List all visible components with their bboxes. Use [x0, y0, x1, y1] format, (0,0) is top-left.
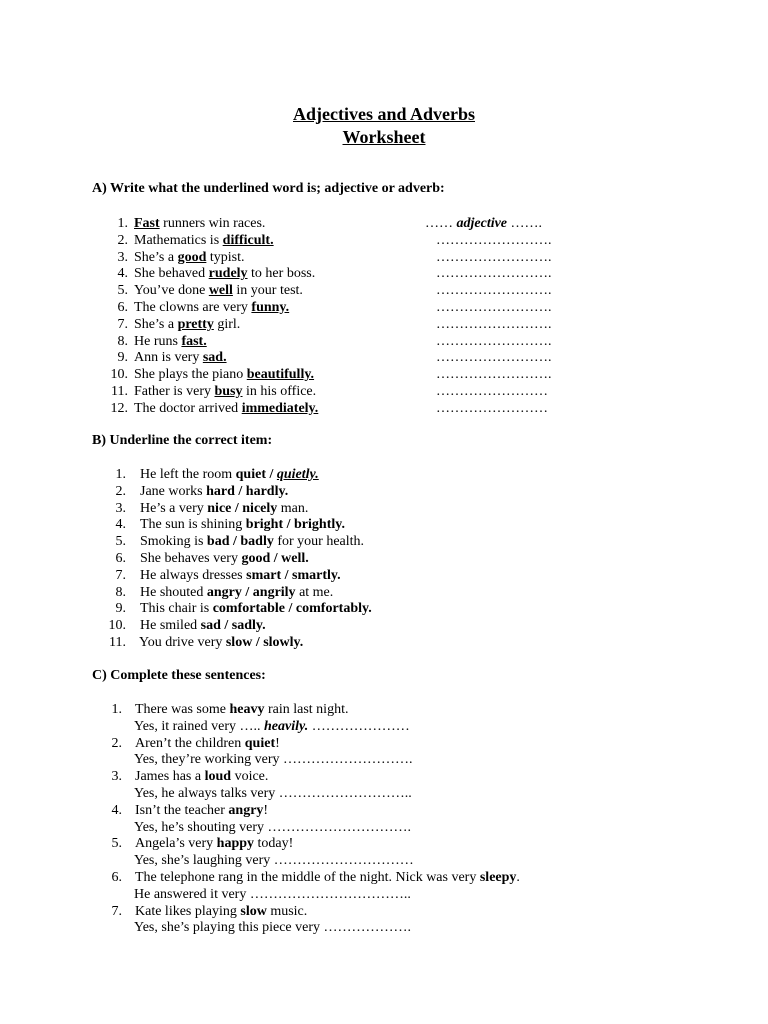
- answer-dots: …………………….: [436, 249, 552, 265]
- response-line: [134, 820, 411, 837]
- sentence-text: typist.: [206, 249, 245, 265]
- sentence-text: You’ve done: [134, 283, 209, 299]
- choice-option: slow: [225, 635, 253, 650]
- sentence-text: James has a: [135, 769, 205, 785]
- sentence-text: She behaves very: [140, 551, 242, 566]
- sentence-text: runners win races.: [159, 216, 266, 231]
- answer-blank: [436, 250, 552, 267]
- choice-separator: /: [234, 483, 246, 499]
- underlined-word: sad.: [202, 350, 227, 366]
- bold-word: slow: [240, 903, 267, 919]
- sentence-text: Aren’t the children: [135, 735, 245, 751]
- choice-option: brightly.: [294, 517, 345, 533]
- answer-dots: ……………………: [436, 400, 548, 416]
- item-number: 11.: [111, 384, 128, 399]
- answer-dots: …………………….: [436, 232, 552, 248]
- prompt-sentence: [135, 769, 268, 786]
- response-line: [134, 719, 410, 736]
- choice-separator: /: [241, 584, 253, 600]
- answer-blank: [436, 367, 552, 384]
- sentence-text: He left the room: [140, 467, 236, 482]
- title-line1-text: Adjectives and Adverbs: [292, 104, 475, 124]
- choice-option: smartly.: [292, 567, 341, 583]
- prompt-sentence: [135, 904, 307, 921]
- answer-dots: …………………….: [436, 283, 552, 299]
- answer-dots: ……………………: [436, 384, 548, 399]
- sentence-text: Yes, she’s playing this piece very ……………….: [134, 920, 411, 936]
- sentence-text: Yes, she’s laughing very …………………………: [134, 853, 414, 869]
- choice-option: smart: [246, 567, 282, 583]
- item-number: 1.: [117, 216, 128, 231]
- sentence-text: today!: [254, 836, 294, 852]
- choice-option: hardly: [245, 483, 285, 499]
- sentence-text: Yes, he’s shouting very ………………………….: [134, 819, 412, 835]
- item-number: 2.: [111, 735, 122, 751]
- item-number: 2.: [117, 232, 128, 248]
- sentence-text: for your health.: [273, 534, 365, 550]
- item-number: 9.: [115, 601, 126, 617]
- question-sentence: [134, 367, 314, 384]
- sentence-text: Ann is very: [134, 350, 203, 366]
- underlined-word: difficult.: [222, 232, 274, 248]
- item-number: 7.: [115, 567, 126, 583]
- sentence-text: at me.: [295, 584, 334, 600]
- prompt-sentence: [135, 836, 293, 853]
- question-sentence: [134, 283, 303, 300]
- question-sentence: [134, 233, 274, 250]
- answer-dots: …….: [507, 216, 543, 231]
- choice-option: nicely: [242, 500, 278, 516]
- choice-option: sadly.: [231, 618, 266, 634]
- item-number: 4.: [115, 517, 126, 533]
- sentence-text: girl.: [213, 316, 241, 332]
- answer-dots: …………………….: [436, 333, 552, 349]
- choice-sentence: [140, 467, 319, 484]
- choice-option: slowly.: [263, 635, 304, 650]
- answer-dots: …………………….: [436, 316, 552, 332]
- sentence-text: Jane works: [140, 483, 207, 499]
- choice-option: hard: [206, 483, 235, 499]
- choice-sentence: [140, 484, 288, 501]
- answer-dots: …………………….: [436, 367, 552, 383]
- answer-blank: [436, 334, 552, 351]
- choice-sentence: [140, 534, 364, 551]
- sentence-text: She’s a: [134, 249, 178, 265]
- underlined-word: funny.: [251, 300, 290, 315]
- choice-sentence: [140, 568, 341, 585]
- sentence-text: voice.: [231, 769, 269, 785]
- underlined-word: pretty: [177, 316, 214, 332]
- sentence-text: Smoking is: [140, 534, 207, 550]
- item-number: 8.: [115, 584, 126, 600]
- choice-option: bright: [245, 517, 284, 533]
- sentence-text: The telephone rang in the middle of the night. Nick was very: [135, 870, 480, 885]
- sentence-text: to her boss.: [247, 266, 316, 282]
- choice-option: well.: [281, 551, 309, 566]
- sentence-text: He smiled: [140, 618, 201, 634]
- choice-option: comfortably.: [295, 601, 372, 617]
- item-number: 1.: [111, 702, 122, 717]
- item-number: 5.: [117, 283, 128, 299]
- answer-dots: …………………….: [436, 266, 552, 282]
- sentence-text: Kate likes playing: [135, 903, 241, 919]
- sentence-text: Yes, they’re working very ……………………….: [134, 752, 413, 768]
- bold-word: sleepy: [479, 870, 517, 885]
- item-number: 9.: [117, 350, 128, 366]
- sentence-text: rain last night.: [264, 702, 349, 717]
- sentence-text: He shouted: [140, 584, 207, 600]
- sentence-text: in his office.: [242, 384, 317, 399]
- answer-dots: ……: [425, 216, 457, 231]
- sentence-text: You drive very: [139, 635, 226, 650]
- question-sentence: [134, 384, 316, 401]
- sentence-text: Yes, it rained very …..: [134, 718, 265, 734]
- answer-dots: …………………….: [436, 350, 552, 366]
- underlined-word: rudely: [208, 266, 248, 282]
- choice-option: quiet: [235, 467, 266, 482]
- underlined-word: immediately.: [241, 400, 319, 416]
- answer-blank: [425, 216, 542, 233]
- question-sentence: [134, 350, 227, 367]
- choice-sentence: [140, 585, 333, 602]
- response-line: [134, 920, 411, 937]
- choice-option: bad: [206, 534, 230, 550]
- sentence-text: Angela’s very: [135, 836, 217, 852]
- underlined-word: well: [208, 283, 233, 299]
- choice-option: badly: [240, 534, 274, 550]
- choice-option: nice: [207, 500, 232, 516]
- sentence-text: in your test.: [232, 283, 303, 299]
- worksheet-title-line2: [0, 126, 768, 148]
- section-a-heading: A) Write what the underlined word is; adjective or adverb:: [92, 181, 445, 196]
- sentence-text: Father is very: [134, 384, 215, 399]
- section-b-heading: B) Underline the correct item:: [92, 433, 273, 448]
- item-number: 12.: [110, 400, 128, 416]
- choice-sentence: [140, 551, 309, 568]
- choice-option: comfortable: [212, 601, 286, 617]
- sentence-text: !: [275, 735, 280, 751]
- sentence-text: There was some: [135, 702, 230, 717]
- answer-word: heavily.: [264, 718, 309, 734]
- response-line: [134, 752, 413, 769]
- sentence-text: He runs: [134, 333, 182, 349]
- sentence-text: .: [516, 870, 520, 885]
- question-sentence: [134, 401, 318, 418]
- choice-separator: /: [229, 534, 241, 550]
- item-number: 2.: [115, 483, 126, 499]
- item-number: 1.: [115, 467, 126, 482]
- sentence-text: This chair is: [140, 601, 213, 617]
- item-number: 4.: [117, 266, 128, 282]
- bold-word: loud: [204, 769, 232, 785]
- sentence-text: Yes, he always talks very ………………………..: [134, 786, 412, 801]
- choice-separator: /: [285, 601, 296, 617]
- answer-blank: [436, 266, 552, 283]
- item-number: 3.: [115, 500, 126, 516]
- sentence-text: The sun is shining: [140, 517, 246, 533]
- item-number: 11.: [109, 635, 126, 650]
- sentence-text: She plays the piano: [134, 367, 247, 383]
- choice-separator: /: [283, 517, 295, 533]
- answer-word: adjective: [456, 216, 508, 231]
- underlined-word: busy: [214, 384, 243, 399]
- sentence-text: !: [263, 802, 269, 818]
- underlined-word: good: [177, 249, 207, 265]
- sentence-text: He answered it very ……………………………..: [134, 886, 411, 902]
- bold-word: quiet: [244, 735, 276, 751]
- choice-separator: /: [270, 551, 282, 566]
- question-sentence: [134, 250, 244, 267]
- sentence-text: He always dresses: [140, 567, 247, 583]
- response-line: [134, 786, 412, 803]
- worksheet-title-line1: [0, 103, 768, 125]
- item-number: 8.: [117, 333, 128, 349]
- sentence-text: He’s a very: [140, 500, 208, 516]
- item-number: 10.: [108, 618, 126, 634]
- title-line2-text: Worksheet: [342, 127, 426, 147]
- choice-option: sad: [200, 618, 221, 634]
- prompt-sentence: [135, 803, 268, 820]
- choice-sentence: [140, 501, 308, 518]
- bold-word: heavy: [229, 702, 265, 717]
- choice-option: good: [241, 551, 271, 566]
- item-number: 3.: [111, 769, 122, 785]
- choice-option: quietly.: [276, 467, 319, 482]
- question-sentence: [134, 216, 265, 233]
- item-number: 10.: [110, 367, 128, 383]
- response-line: [134, 887, 411, 904]
- underlined-word: beautifully.: [246, 367, 315, 383]
- answer-blank: [436, 401, 548, 418]
- answer-dots: …………………….: [436, 300, 552, 315]
- choice-sentence: [140, 517, 345, 534]
- prompt-sentence: [135, 702, 348, 719]
- choice-sentence: [140, 601, 372, 618]
- sentence-text: .: [284, 483, 289, 499]
- choice-option: angry: [206, 584, 242, 600]
- item-number: 7.: [117, 316, 128, 332]
- prompt-sentence: [135, 870, 520, 887]
- question-sentence: [134, 334, 207, 351]
- section-c-heading: C) Complete these sentences:: [92, 668, 266, 683]
- answer-blank: [436, 283, 552, 300]
- choice-separator: /: [281, 567, 293, 583]
- choice-sentence: [139, 635, 303, 652]
- item-number: 3.: [117, 249, 128, 265]
- item-number: 5.: [115, 534, 126, 550]
- answer-blank: [436, 300, 552, 317]
- underlined-word: fast.: [181, 333, 207, 349]
- item-number: 6.: [111, 870, 122, 885]
- prompt-sentence: [135, 736, 280, 753]
- response-line: [134, 853, 414, 870]
- choice-separator: /: [252, 635, 264, 650]
- question-sentence: [134, 317, 240, 334]
- item-number: 4.: [111, 802, 122, 818]
- choice-separator: /: [231, 500, 243, 516]
- sentence-text: Mathematics is: [134, 232, 223, 248]
- choice-separator: /: [220, 618, 232, 634]
- sentence-text: She behaved: [134, 266, 209, 282]
- sentence-text: music.: [266, 903, 308, 919]
- question-sentence: [134, 266, 315, 283]
- sentence-text: The doctor arrived: [134, 400, 242, 416]
- underlined-word: Fast: [134, 216, 160, 231]
- item-number: 6.: [115, 551, 126, 566]
- item-number: 6.: [117, 300, 128, 315]
- answer-blank: [436, 317, 552, 334]
- sentence-text: She’s a: [134, 316, 178, 332]
- answer-dots: …………………: [308, 718, 410, 734]
- answer-blank: [436, 350, 552, 367]
- bold-word: happy: [216, 836, 255, 852]
- sentence-text: Isn’t the teacher: [135, 802, 229, 818]
- question-sentence: [134, 300, 289, 317]
- bold-word: angry: [228, 802, 264, 818]
- sentence-text: man.: [277, 500, 309, 516]
- choice-option: angrily: [252, 584, 296, 600]
- item-number: 5.: [111, 836, 122, 852]
- sentence-text: The clowns are very: [134, 300, 252, 315]
- choice-separator: /: [265, 467, 277, 482]
- answer-blank: [436, 384, 548, 401]
- choice-sentence: [140, 618, 266, 635]
- answer-blank: [436, 233, 552, 250]
- item-number: 7.: [111, 903, 122, 919]
